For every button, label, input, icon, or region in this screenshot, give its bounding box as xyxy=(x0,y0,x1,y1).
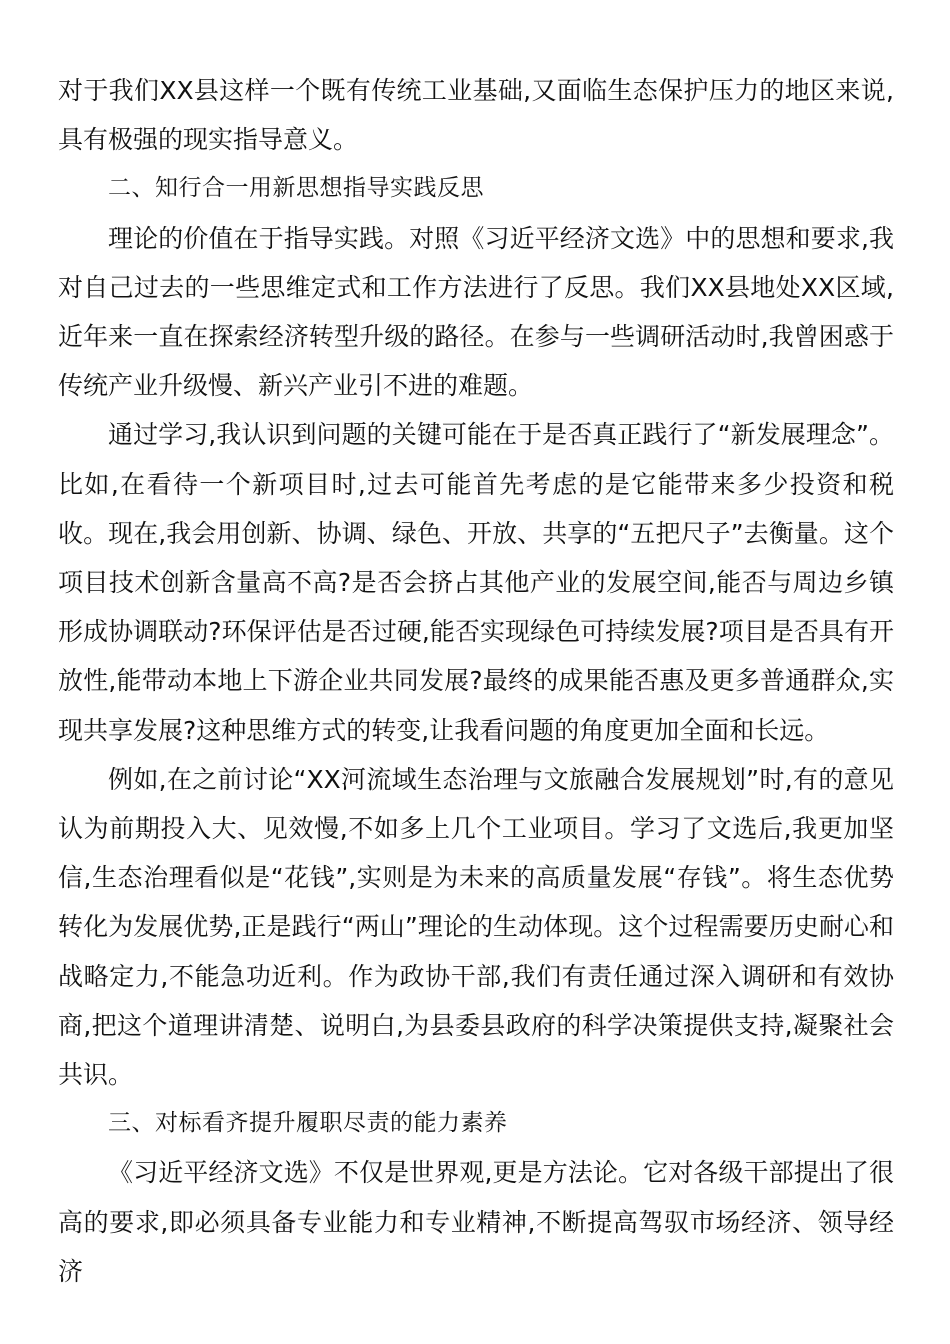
paragraph-body: 理论的价值在于指导实践。对照《习近平经济文选》中的思想和要求,我对自己过去的一些思维定式和工作方法进行了反思。我们XX县地处XX区域,近年来一直在探索经济转型升级的路径。在参与一些调研活动时,我曾困惑于传统产业升级慢、新兴产业引不进的难题。 xyxy=(58,223,894,401)
paragraph-body: 通过学习,我认识到问题的关键可能在于是否真正践行了“新发展理念”。比如,在看待一个新项目时,过去可能首先考虑的是它能带来多少投资和税收。现在,我会用创新、协调、绿色、开放、共享的“五把尺子”去衡量。这个项目技术创新含量高不高?是否会挤占其他产业的发展空间,能否与周边乡镇形成协调联动?环保评估是否过硬,能否实现绿色可持续发展?项目是否具有开放性,能带动本地上下游企业共同发展?最终的成果能否惠及更多普通群众,实现共享发展?这种思维方式的转变,让我看问题的角度更加全面和长远。 xyxy=(58,420,894,745)
section-heading-2: 二、知行合一用新思想指导实践反思 xyxy=(108,175,484,202)
paragraph-body: 例如,在之前讨论“XX河流域生态治理与文旅融合发展规划”时,有的意见认为前期投入大、见效慢,不如多上几个工业项目。学习了文选后,我更加坚信,生态治理看似是“花钱”,实则是为未来的高质量发展“存钱”。将生态优势转化为发展优势,正是践行“两山”理论的生动体现。这个过程需要历史耐心和战略定力,不能急功近利。作为政协干部,我们有责任通过深入调研和有效协商,把这个道理讲清楚、说明白,为县委县政府的科学决策提供支持,凝聚社会共识。 xyxy=(58,764,894,1090)
section-heading-3: 三、对标看齐提升履职尽责的能力素养 xyxy=(108,1110,508,1137)
document-page xyxy=(58,66,894,1296)
paragraph-body: 《习近平经济文选》不仅是世界观,更是方法论。它对各级干部提出了很高的要求,即必须具备专业能力和专业精神,不断提高驾驭市场经济、领导经济 xyxy=(58,1158,894,1286)
paragraph-continuation: 对于我们XX县这样一个既有传统工业基础,又面临生态保护压力的地区来说,具有极强的现实指导意义。 xyxy=(58,76,894,155)
